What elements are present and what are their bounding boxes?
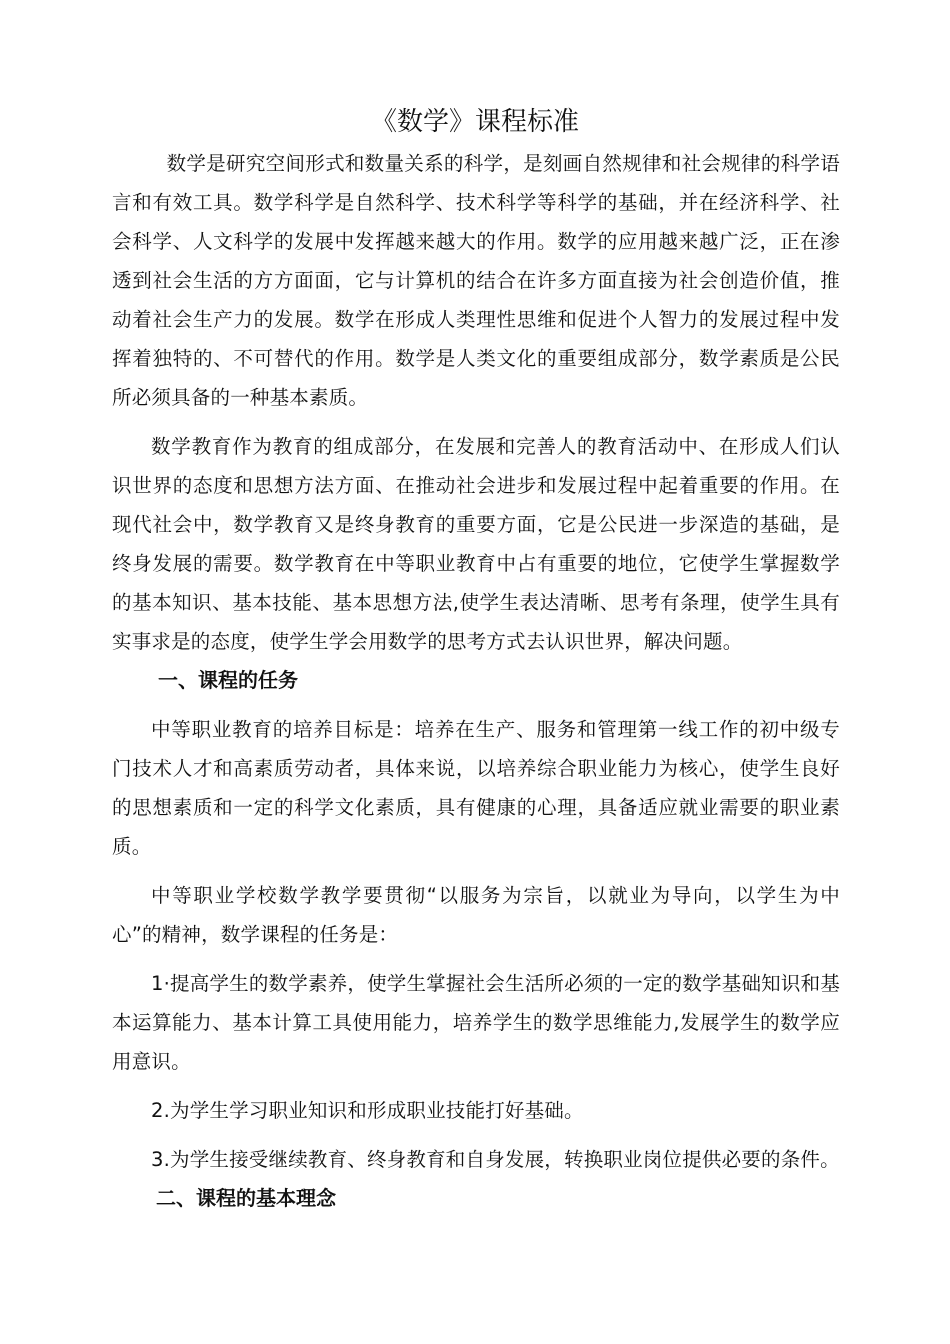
task-item-3: 3.为学生接受继续教育、终身教育和自身发展，转换职业岗位提供必要的条件。 [151, 1148, 840, 1171]
training-goal-paragraph: 中等职业教育的培养目标是：培养在生产、服务和管理第一线工作的初中级专门技术人才和高素质劳动者，具体来说，以培养综合职业能力为核心，使学生良好的思想素质和一定的科学文化素质，具有健康的心理，具备适应就业需要的职业素质。 [112, 718, 840, 858]
task-item-2: 2.为学生学习职业知识和形成职业技能打好基础。 [151, 1099, 584, 1122]
section-heading-tasks: 一、课程的任务 [158, 668, 298, 692]
document-title: 《数学》课程标准 [370, 107, 579, 137]
education-paragraph: 数学教育作为教育的组成部分，在发展和完善人的教育活动中、在形成人们认识世界的态度和思想方法方面、在推动社会进步和发展过程中起着重要的作用。在现代社会中，数学教育又是终身教育的重要方面，它是公民进一步深造的基础，是终身发展的需要。数学教育在中等职业教育中占有重要的地位，它使学生掌握数学的基本知识、基本技能、基本思想方法,使学生表达清晰、思考有条理，使学生具有实事求是的态度，使学生学会用数学的思考方式去认识世界，解决问题。 [112, 435, 840, 653]
document-body [112, 144, 840, 1218]
intro-paragraph: 数学是研究空间形式和数量关系的科学，是刻画自然规律和社会规律的科学语言和有效工具。数学科学是自然科学、技术科学等科学的基础，并在经济科学、社会科学、人文科学的发展中发挥越来越大的作用。数学的应用越来越广泛，正在渗透到社会生活的方方面面，它与计算机的结合在许多方面直接为社会创造价值，推动着社会生产力的发展。数学在形成人类理性思维和促进个人智力的发展过程中发挥着独特的、不可替代的作用。数学是人类文化的重要组成部分，数学素质是公民所必须具备的一种基本素质。 [112, 152, 840, 409]
task-intro-paragraph: 中等职业学校数学教学要贯彻“以服务为宗旨，以就业为导向，以学生为中心”的精神，数学课程的任务是： [112, 884, 840, 946]
task-item-1: 1·提高学生的数学素养，使学生掌握社会生活所必须的一定的数学基础知识和基本运算能力、基本计算工具使用能力，培养学生的数学思维能力,发展学生的数学应用意识。 [112, 972, 840, 1073]
section-heading-concepts: 二、课程的基本理念 [156, 1186, 336, 1210]
